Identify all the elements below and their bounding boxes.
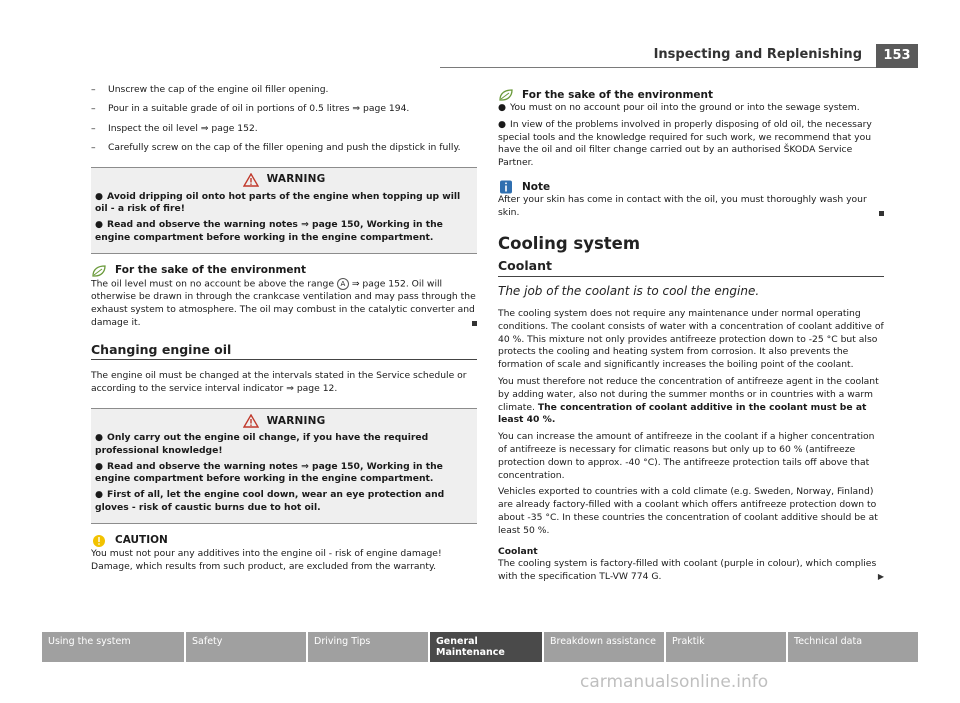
warning-box xyxy=(91,167,477,254)
warning-item: ● Read and observe the warning notes ⇒ page 150, Working in the engine compartment before working in the engine compartment. xyxy=(95,219,443,244)
page-number: 153 xyxy=(876,44,918,68)
tab-breakdown-assistance[interactable]: Breakdown assistance xyxy=(544,632,664,662)
footer-nav xyxy=(42,632,918,662)
section-text: The engine oil must be changed at the intervals stated in the Service schedule or according to the service interval indicator ⇒ page 12. xyxy=(91,370,467,395)
warning-title: WARNING xyxy=(266,173,326,186)
environment-item: ● You must on no account pour oil into the ground or into the sewage system. xyxy=(498,102,860,113)
warning-item: ● Only carry out the engine oil change, if you have the required professional knowledge! xyxy=(95,431,429,456)
environment-heading: For the sake of the environment xyxy=(498,88,884,102)
warning-box xyxy=(91,408,477,524)
tab-technical-data[interactable]: Technical data xyxy=(788,632,918,662)
page-header-title: Inspecting and Replenishing xyxy=(653,47,862,62)
right-column xyxy=(498,84,884,588)
end-marker xyxy=(879,211,884,216)
body-paragraph: The cooling system does not require any maintenance under normal operating conditions. The coolant consists of water with a concentration of coolant additive of 40 %. This mixture not only provides antifreeze protection down to -25 °C but also protects the cooling and heating system from corrosion. It also prevents the formation of scale and significantly increases the boiling point of the coolant. xyxy=(498,307,884,371)
caution-heading: CAUTION xyxy=(91,534,477,548)
chapter-heading: Cooling system xyxy=(498,233,641,253)
tab-driving-tips[interactable]: Driving Tips xyxy=(308,632,428,662)
section-heading: Coolant xyxy=(498,260,884,277)
body-paragraph: You can increase the amount of antifreeze in the coolant if a higher concentration of antifreeze is necessary for climatic reasons but only up to 60 % (antifreeze protection down to approx. -40 °C). The antifreeze protection tails off above that concentration. xyxy=(498,431,875,481)
subheading: Coolant xyxy=(498,545,538,557)
section-heading: Changing engine oil xyxy=(91,344,477,361)
tab-safety[interactable]: Safety xyxy=(186,632,306,662)
body-paragraph: You must therefore not reduce the concentration of antifreeze agent in the coolant by adding water, also not during the summer months or in countries with a warm climate. The concentration of coolant additive in the coolant must be at least 40 %. xyxy=(498,375,879,426)
note-info-icon xyxy=(498,180,514,194)
warning-item: ● Avoid dripping oil onto hot parts of the engine when topping up will oil - a risk of fire! xyxy=(95,190,461,215)
body-paragraph: Vehicles exported to countries with a cold climate (e.g. Sweden, Norway, Finland) are already factory-filled with a coolant which offers antifreeze protection down to about -35 °C. In these countries the concentration of coolant additive should be at least 50 %. xyxy=(498,486,878,536)
step-item: – Carefully screw on the cap of the filler opening and push the dipstick in fully. xyxy=(91,141,461,153)
warning-item: ● Read and observe the warning notes ⇒ page 150, Working in the engine compartment before working in the engine compartment. xyxy=(95,460,443,485)
left-column xyxy=(91,84,477,577)
step-item: – Unscrew the cap of the engine oil filler opening. xyxy=(91,84,329,95)
marker-a: A xyxy=(337,278,349,290)
note-text: After your skin has come in contact with the oil, you must thoroughly wash your skin. xyxy=(498,194,884,220)
step-item: – Inspect the oil level ⇒ page 152. xyxy=(91,122,258,134)
warning-item: ● First of all, let the engine cool down, wear an eye protection and gloves - risk of caustic burns due to hot oil. xyxy=(95,489,445,513)
note-heading: Note xyxy=(498,180,884,194)
continue-arrow-icon: ▶ xyxy=(877,572,884,582)
tab-praktik[interactable]: Praktik xyxy=(666,632,786,662)
environment-icon xyxy=(498,88,514,102)
tab-using-the-system[interactable]: Using the system xyxy=(42,632,184,662)
tab-general-maintenance[interactable]: General Maintenance xyxy=(430,632,542,662)
body-paragraph: The cooling system is factory-filled with coolant (purple in colour), which complies with the specification TL-VW 774 G. ▶ xyxy=(498,558,884,583)
lead-text: The job of the coolant is to cool the engine. xyxy=(498,284,760,299)
warning-title: WARNING xyxy=(266,414,326,427)
environment-text: The oil level must on no account be above the range A ⇒ page 152. Oil will otherwise be drawn in through the crankcase ventilation and may pass through the exhaust system to atmosphere. The oil may combust in the catalytic converter and damage it. xyxy=(91,278,476,328)
caution-text: You must not pour any additives into the engine oil - risk of engine damage! Damage, which results from such product, are excluded from the warranty. xyxy=(91,547,442,572)
warning-triangle-icon xyxy=(243,173,259,187)
end-marker xyxy=(472,321,477,326)
caution-icon xyxy=(91,534,107,548)
environment-heading: For the sake of the environment xyxy=(91,264,477,278)
warning-triangle-icon xyxy=(243,414,259,428)
step-item: – Pour in a suitable grade of oil in portions of 0.5 litres ⇒ page 194. xyxy=(91,103,410,115)
environment-icon xyxy=(91,264,107,278)
watermark: carmanualsonline.info xyxy=(580,672,769,692)
environment-item: ● In view of the problems involved in properly disposing of old oil, the necessary special tools and the knowledge required for such work, we recommend that you have the oil and oil filter change carried out by an authorised ŠKODA Service Partner. xyxy=(498,118,872,169)
